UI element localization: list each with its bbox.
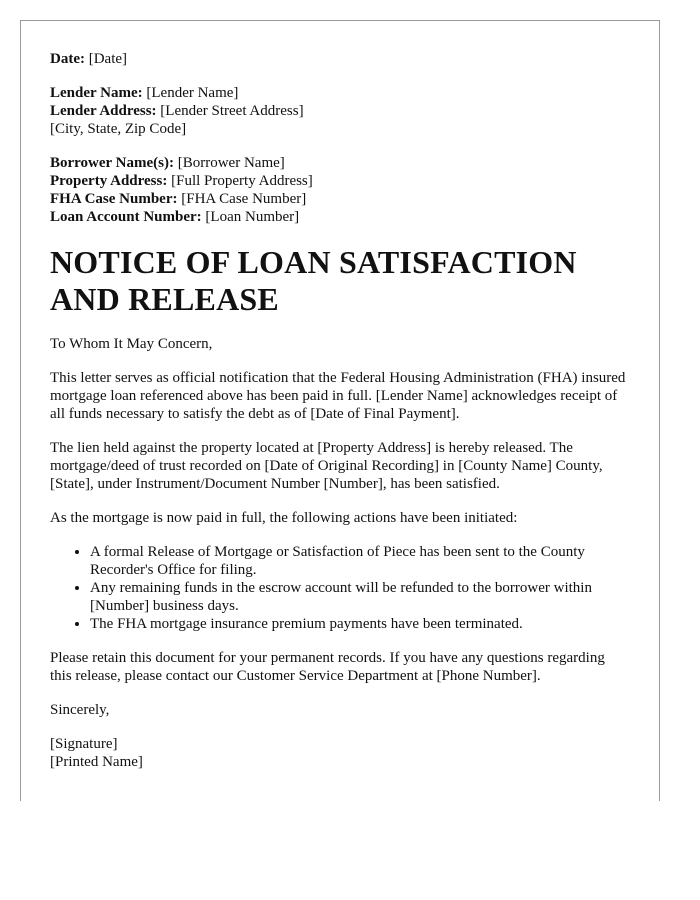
date-block — [50, 50, 630, 68]
salutation: To Whom It May Concern, — [50, 336, 213, 352]
lender-address-label: Lender Address: — [50, 103, 157, 119]
borrower-block — [50, 154, 630, 226]
lender-address-value: [Lender Street Address] — [160, 103, 304, 119]
loan-line — [50, 208, 630, 226]
list-item: • A formal Release of Mortgage or Satisfaction of Piece has been sent to the County Recorder's Office for filing. — [90, 543, 630, 579]
list-item: • Any remaining funds in the escrow account will be refunded to the borrower within [Number] business days. — [90, 579, 630, 615]
paragraph-lien-release: The lien held against the property located at [Property Address] is hereby released. The mortgage/deed of trust recorded on [Date of Original Recording] in [County Name] County, [State], under Instrument/Document Number [Number], has been satisfied. — [50, 440, 603, 492]
property-label: Property Address: — [50, 173, 168, 189]
loan-value: [Loan Number] — [205, 209, 300, 225]
fha-label: FHA Case Number: — [50, 191, 178, 207]
loan-label: Loan Account Number: — [50, 209, 202, 225]
document-title: NOTICE OF LOAN SATISFACTION AND RELEASE — [50, 244, 577, 317]
paragraph-actions-intro: As the mortgage is now paid in full, the following actions have been initiated: — [50, 510, 518, 526]
paragraph-retain: Please retain this document for your permanent records. If you have any questions regarding this release, please contact our Customer Service Department at [Phone Number]. — [50, 650, 605, 684]
lender-block — [50, 84, 630, 138]
borrower-value: [Borrower Name] — [177, 155, 285, 171]
date-line — [50, 50, 630, 68]
letter-page — [20, 20, 660, 801]
borrower-label: Borrower Name(s): — [50, 155, 174, 171]
lender-name-label: Lender Name: — [50, 85, 143, 101]
property-line — [50, 172, 630, 190]
signature: [Signature] — [50, 736, 118, 752]
property-value: [Full Property Address] — [171, 173, 313, 189]
date-value: [Date] — [88, 51, 128, 67]
lender-name-line — [50, 84, 630, 102]
fha-value: [FHA Case Number] — [181, 191, 307, 207]
actions-list — [50, 543, 630, 633]
paragraph-notification: This letter serves as official notification that the Federal Housing Administration (FHA) insured mortgage loan referenced above has been paid in full. [Lender Name] acknowledges receipt of all funds necessary to satisfy the debt as of [Date of Final Payment]. — [50, 370, 626, 422]
lender-address-line — [50, 102, 630, 120]
closing: Sincerely, — [50, 702, 110, 718]
date-label: Date: — [50, 51, 85, 67]
borrower-line — [50, 154, 630, 172]
lender-city-line: [City, State, Zip Code] — [50, 121, 187, 137]
list-item: • The FHA mortgage insurance premium payments have been terminated. — [90, 615, 630, 633]
lender-name-value: [Lender Name] — [146, 85, 239, 101]
printed-name: [Printed Name] — [50, 754, 143, 770]
fha-line — [50, 190, 630, 208]
